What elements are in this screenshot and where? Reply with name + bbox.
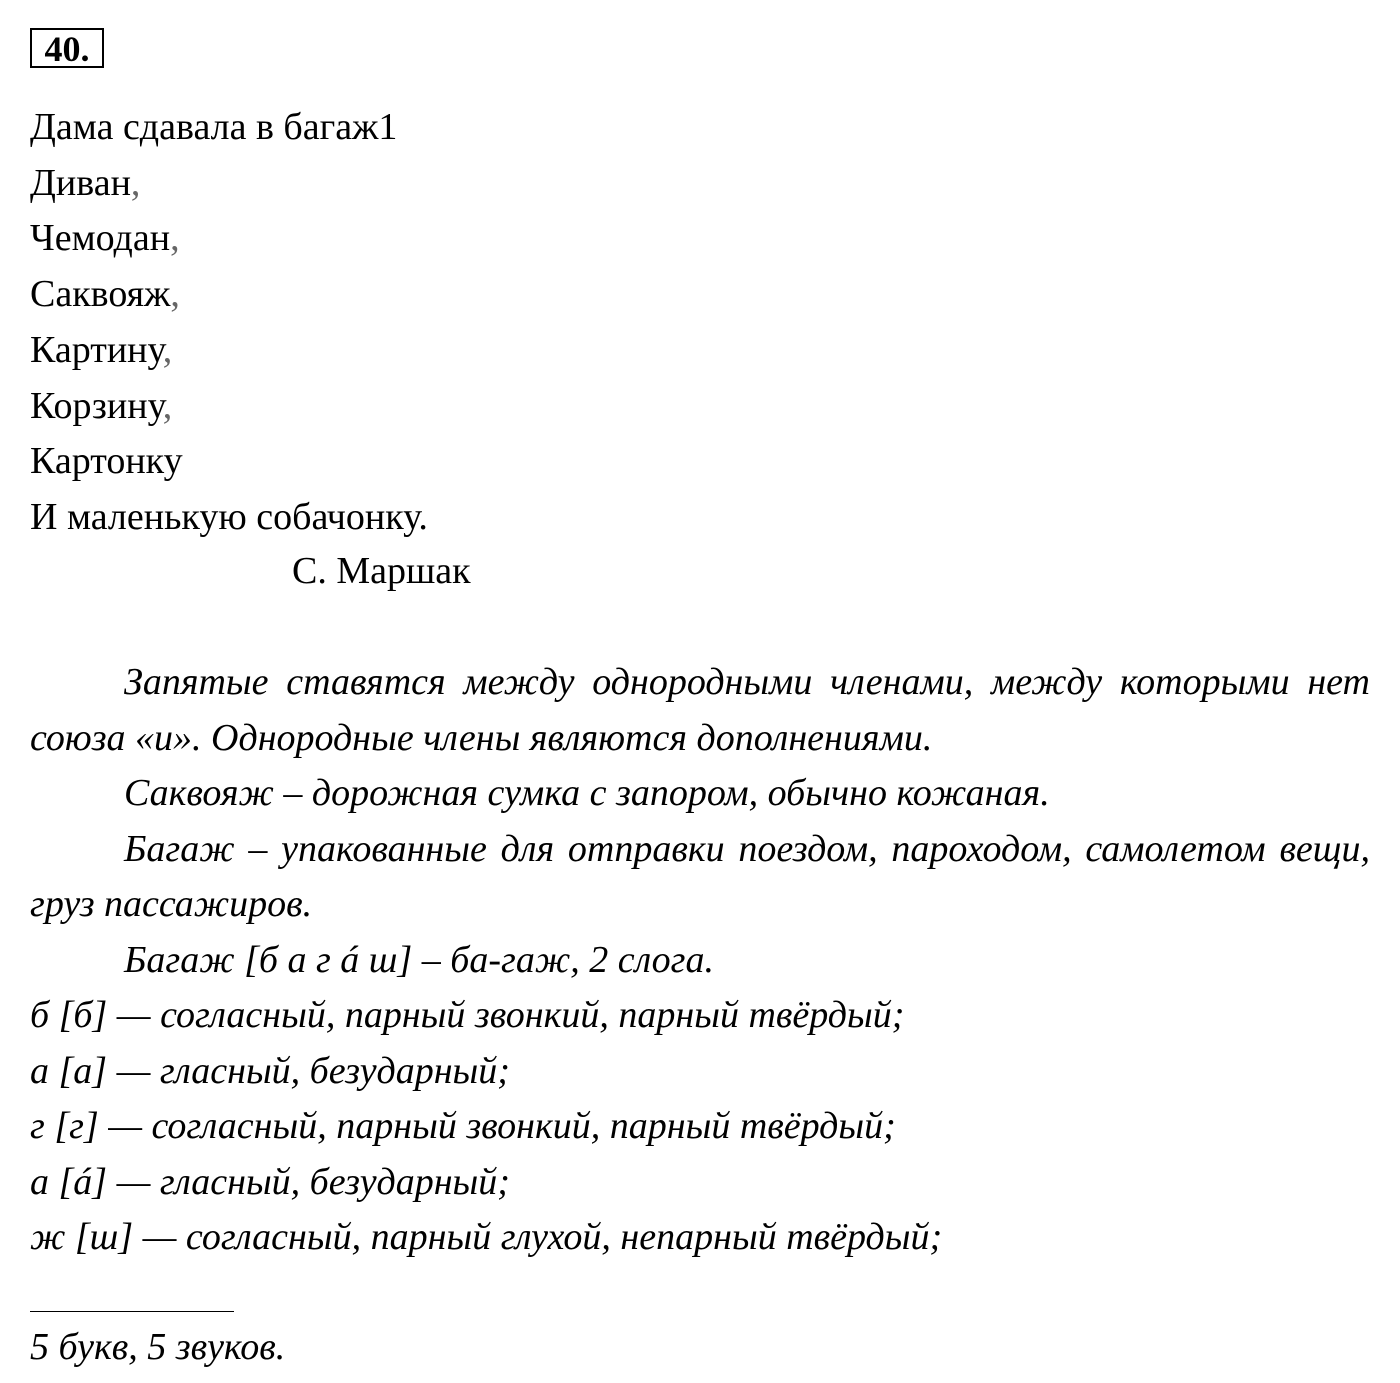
poem-line — [30, 434, 428, 490]
poem-line-text: Картонку — [30, 440, 183, 483]
poem — [30, 100, 428, 546]
definition-sakvoyazh: Саквояж – дорожная сумка с запором, обычно кожаная. — [124, 772, 1050, 814]
poem-line-text: Дама сдавала в багаж1 — [30, 106, 398, 148]
poem-line-text: Саквояж — [30, 273, 171, 316]
exercise-number-box: 40. — [30, 28, 104, 68]
poem-line-comma: , — [170, 273, 180, 316]
phonetic-header: Багаж [б а г á ш] – ба-гаж, 2 слога. — [124, 938, 714, 981]
poem-line-comma: , — [162, 328, 173, 371]
punctuation-rule: Запятые ставятся между однородными членами, между которыми нет союза «и». Однородные члены являются дополнениями. — [30, 661, 1370, 759]
poem-author: С. Маршак — [292, 550, 471, 592]
poem-line-text: И маленькую собачонку. — [30, 495, 428, 538]
poem-line-text: Корзину — [30, 384, 163, 427]
definition-bagazh: Багаж – упакованные для отправки поездом, пароходом, самолетом вещи, груз пассажиров. — [30, 827, 1370, 925]
poem-line — [30, 323, 428, 379]
poem-line — [30, 267, 428, 323]
poem-line-comma: , — [170, 217, 180, 260]
phonetic-line: ж [ш] — согласный, парный глухой, непарный твёрдый; — [30, 1216, 943, 1258]
poem-line — [30, 156, 428, 212]
phonetic-line: а [а] — гласный, безударный; — [30, 1049, 510, 1092]
poem-line-comma: , — [162, 384, 173, 427]
poem-line-text: Диван — [30, 161, 131, 204]
phonetic-line: а [á] — гласный, безударный; — [30, 1160, 510, 1203]
poem-line-text: Чемодан — [30, 217, 171, 260]
poem-line — [30, 100, 428, 156]
footnote-divider — [30, 1311, 234, 1312]
footnote: 5 букв, 5 звуков. — [30, 1326, 286, 1368]
poem-line-text: Картину — [30, 328, 163, 371]
phonetic-line: г [г] — согласный, парный звонкий, парный твёрдый; — [30, 1105, 896, 1147]
poem-line-comma: , — [130, 161, 141, 204]
poem-line — [30, 490, 428, 546]
phonetic-line: б [б] — согласный, парный звонкий, парный твёрдый; — [30, 994, 905, 1036]
analysis-notes — [30, 655, 1370, 1266]
poem-line — [30, 211, 428, 267]
poem-line — [30, 379, 428, 435]
